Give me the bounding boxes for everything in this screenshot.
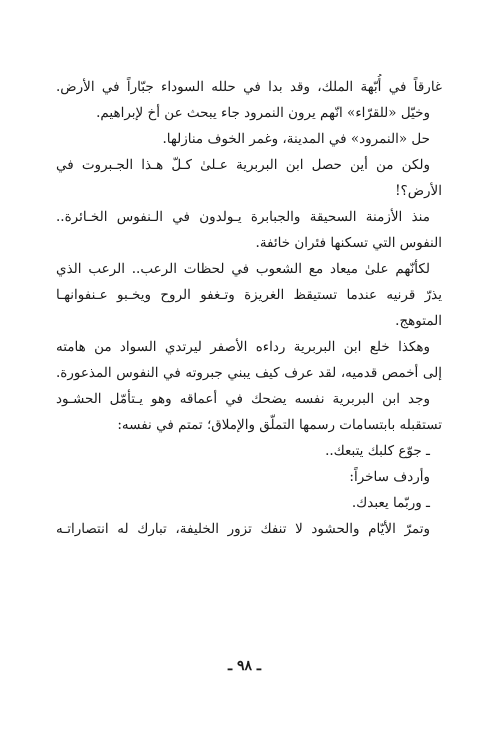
text-line: يذرّ قرنيه عندما تستيقظ الغريزة وتـغفو الروح ويخـبو عـنفوانهـا <box>56 287 442 303</box>
text-line: ـ وربّما يعبدك. <box>351 495 430 511</box>
text-line: النفوس التي تسكنها فئران خائفة. <box>255 235 442 251</box>
text-line: لكأنّهم علىٰ ميعاد مع الشعوب في لحظات الرعب.. الرعب الذي <box>56 261 430 277</box>
text-line: منذ الأزمنة السحيقة والجبابرة يـولدون في الـنفوس الخـائرة.. <box>56 209 430 225</box>
text-line: ولكن من أين حصل ابن البربرية عـلىٰ كـلّ هـذا الجـبروت في <box>56 157 430 173</box>
text-line: غارقاً في أُبّهة الملك، وقد بدا في حلله السوداء جبّاراً في الأرض. <box>56 79 442 95</box>
text-line: إلى أخمص قدميه، لقد عرف كيف يبني جبروته في النفوس المذعورة. <box>56 365 442 381</box>
body-text <box>56 74 442 542</box>
text-line: وأردف ساخراً: <box>349 469 430 485</box>
text-line: المتوهج. <box>395 313 442 329</box>
text-line: وخيّل «للقرّاء» انّهم يرون النمرود جاء يبحث عن أخ لإبراهيم. <box>96 105 430 121</box>
text-line: وهكذا خلع ابن البربرية رداءه الأصفر ليرتدي السواد من هامته <box>56 339 430 355</box>
text-line: الأرض؟! <box>395 183 442 199</box>
text-line: تستقبله بابتسامات رسمها التملّق والإملاق؛ تمتم في نفسه: <box>117 417 442 433</box>
text-line: ـ جوّع كلبك يتبعك.. <box>325 443 430 459</box>
text-line: وجد ابن البربرية نفسه يضحك في أعماقه وهو يـتأمّل الحشـود <box>56 391 430 407</box>
text-line: وتمرّ الأيّام والحشود لا تنفك تزور الخليفة، تبارك له انتصاراتـه <box>56 521 430 537</box>
text-line: حل «النمرود» في المدينة، وغمر الخوف منازلها. <box>162 131 430 147</box>
page-number: ـ ٩٨ ـ <box>227 658 261 674</box>
